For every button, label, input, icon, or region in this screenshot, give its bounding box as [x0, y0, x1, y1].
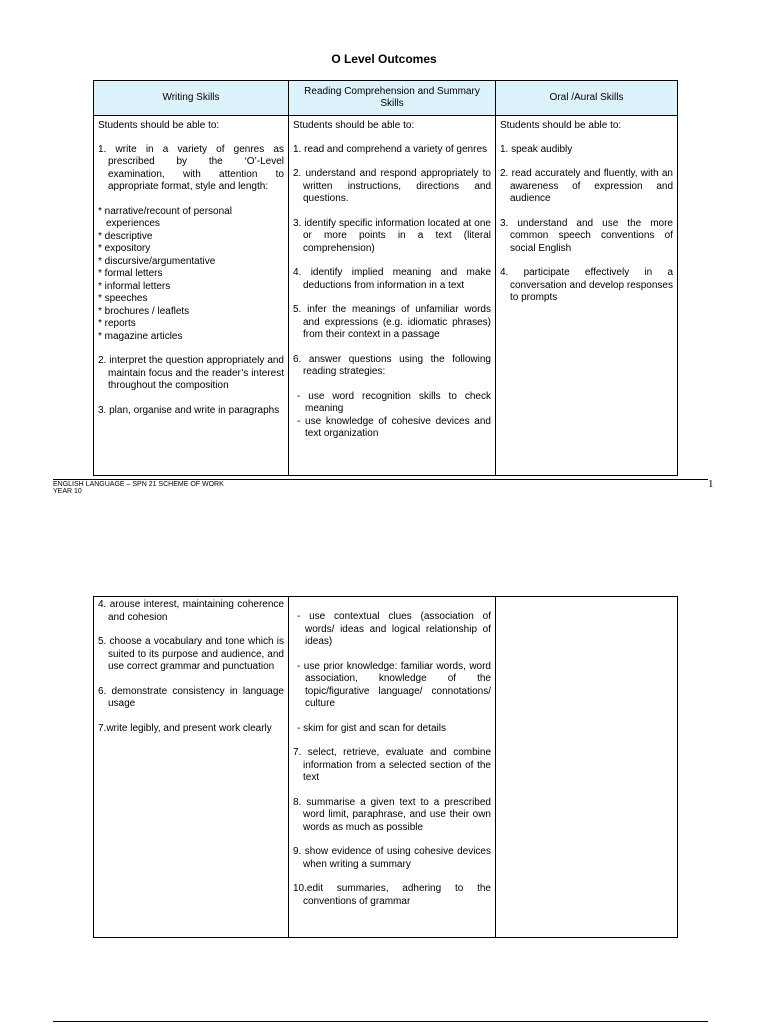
writing-item: 2. interpret the question appropriately and maintain focus and the reader’s interest throughout the composition: [98, 355, 284, 391]
table-row: [94, 597, 678, 938]
reading-strategy: - use prior knowledge: familiar words, word association, knowledge of the topic/figurative language/ connotations/ culture: [297, 660, 491, 709]
reading-item: 10.edit summaries, adhering to the conventions of grammar: [293, 883, 491, 907]
genre-item: * magazine articles: [98, 330, 183, 342]
table-row: [94, 116, 678, 476]
writing-item: 5. choose a vocabulary and tone which is suited to its purpose and audience, and use correct grammar and punctuation: [98, 636, 284, 672]
genre-item: * reports: [98, 318, 136, 329]
genre-item: * expository: [98, 243, 151, 254]
bottom-divider: [53, 1021, 708, 1022]
reading-item: 5. infer the meanings of unfamiliar words and expressions (e.g. idiomatic phrases) from their context in a passage: [293, 304, 491, 340]
genre-item: * descriptive: [98, 230, 153, 242]
reading-strategy: - use knowledge of cohesive devices and text organization: [297, 415, 491, 439]
table-header-row: [94, 81, 678, 116]
reading-item: 6. answer questions using the following reading strategies:: [293, 353, 491, 377]
intro-text: Students should be able to:: [98, 120, 220, 131]
page-footer: [53, 481, 224, 495]
header-oral-skills: Oral /Aural Skills: [496, 81, 678, 116]
oral-item: 3. understand and use the more common speech conventions of social English: [500, 217, 673, 254]
oral-cell: [496, 116, 678, 476]
reading-item: 4. identify implied meaning and make deductions from information in a text: [293, 267, 491, 291]
writing-item: 4. arouse interest, maintaining coherence and cohesion: [98, 599, 284, 623]
reading-cell: [289, 116, 496, 476]
outcomes-table-part1: [93, 80, 678, 476]
writing-item: 3. plan, organise and write in paragraphs: [98, 404, 280, 416]
reading-cell: [289, 597, 496, 938]
reading-strategy: - use contextual clues (association of words/ ideas and logical relationship of ideas): [297, 611, 491, 647]
oral-cell: [496, 597, 678, 938]
page-title: O Level Outcomes: [331, 52, 437, 66]
header-reading-skills: Reading Comprehension and Summary Skills: [289, 81, 496, 116]
reading-strategy: - skim for gist and scan for details: [297, 722, 446, 734]
intro-text: Students should be able to:: [293, 120, 415, 131]
outcomes-table-part2: [93, 596, 678, 938]
genre-item: * brochures / leaflets: [98, 305, 190, 317]
oral-item: 1. speak audibly: [500, 143, 573, 155]
oral-item: 2. read accurately and fluently, with an awareness of expression and audience: [500, 168, 673, 204]
oral-item: 4. participate effectively in a conversation and develop responses to prompts: [500, 267, 673, 303]
reading-item: 3. identify specific information located at one or more points in a text (literal comprehension): [293, 217, 491, 254]
writing-item: 6. demonstrate consistency in language usage: [98, 685, 284, 709]
reading-strategy: - use word recognition skills to check meaning: [297, 390, 491, 414]
intro-text: Students should be able to:: [500, 120, 622, 131]
footer-line-1: ENGLISH LANGUAGE – SPN 21 SCHEME OF WORK: [53, 481, 224, 488]
genre-item: * formal letters: [98, 268, 163, 279]
footer-divider: [53, 479, 708, 480]
writing-cell: [94, 597, 289, 938]
footer-line-2: YEAR 10: [53, 488, 82, 495]
writing-item: 7.write legibly, and present work clearly: [98, 722, 272, 734]
genre-item: * narrative/recount of personal experiences: [98, 205, 232, 229]
genre-item: * informal letters: [98, 280, 171, 292]
genre-item: * discursive/argumentative: [98, 255, 216, 267]
reading-item: 2. understand and respond appropriately to written instructions, directions and questions.: [293, 168, 491, 204]
genre-item: * speeches: [98, 293, 148, 304]
reading-item: 9. show evidence of using cohesive devices when writing a summary: [293, 846, 491, 870]
reading-item: 8. summarise a given text to a prescribed word limit, paraphrase, and use their own words as much as possible: [293, 796, 491, 833]
writing-item: 1. write in a variety of genres as prescribed by the ‘O’-Level examination, with attention to appropriate format, style and length:: [98, 143, 284, 192]
page-number: 1: [708, 478, 714, 490]
writing-cell: [94, 116, 289, 476]
header-writing-skills: Writing Skills: [94, 81, 289, 116]
reading-item: 7. select, retrieve, evaluate and combine information from a selected section of the text: [293, 747, 491, 783]
reading-item: 1. read and comprehend a variety of genres: [293, 143, 488, 155]
